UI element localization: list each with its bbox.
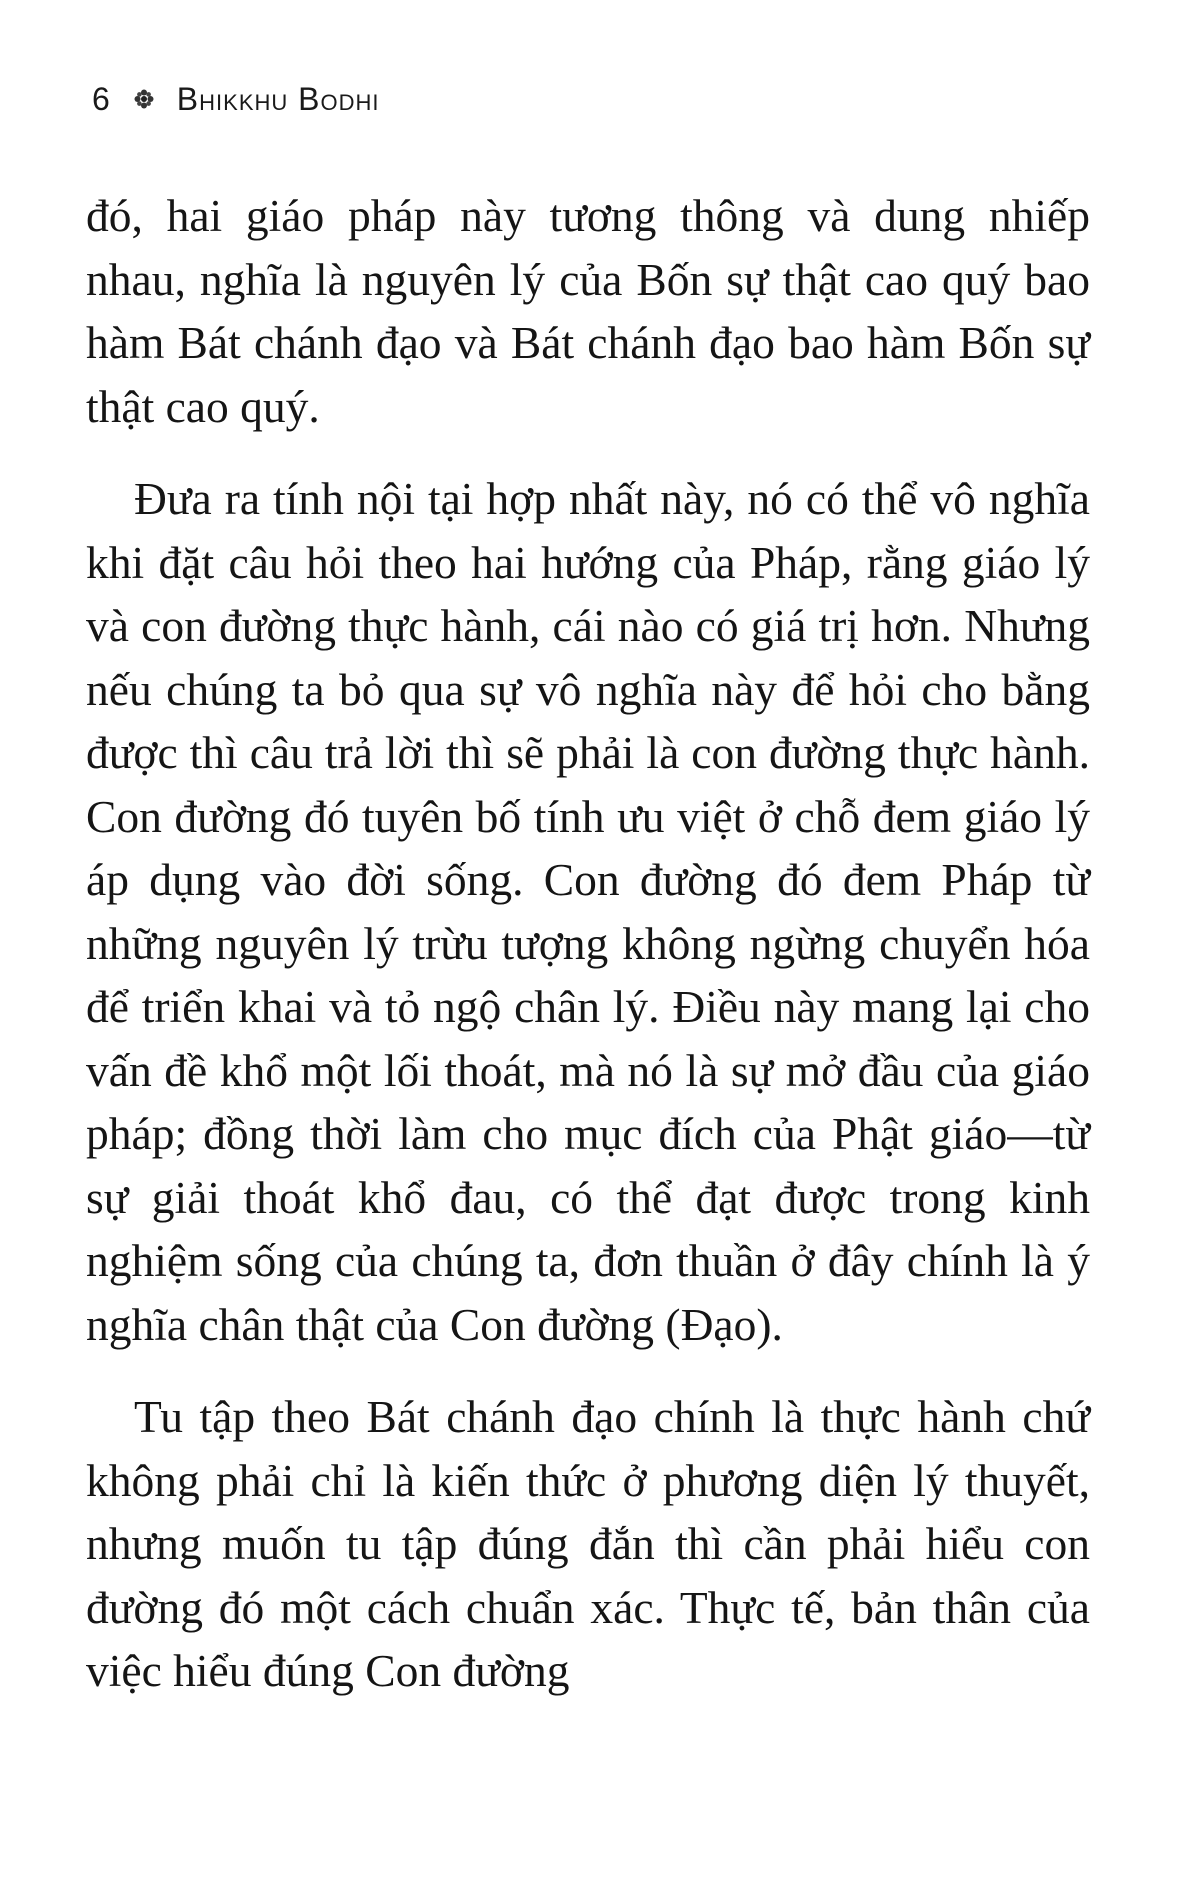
paragraph: Đưa ra tính nội tại hợp nhất này, nó có thể vô nghĩa khi đặt câu hỏi theo hai hướng của Pháp, rằng giáo lý và con đường thực hành, cái nào có giá trị hơn. Nhưng nếu chúng ta bỏ qua sự vô nghĩa này để hỏi cho bằng được thì câu trả lời thì sẽ phải là con đường thực hành. Con đường đó tuyên bố tính ưu việt ở chỗ đem giáo lý áp dụng vào đời sống. Con đường đó đem Pháp từ những nguyên lý trừu tượng không ngừng chuyển hóa để triển khai và tỏ ngộ chân lý. Điều này mang lại cho vấn đề khổ một lối thoát, mà nó là sự mở đầu của giáo pháp; đồng thời làm cho mục đích của Phật giáo—từ sự giải thoát khổ đau, có thể đạt được trong kinh nghiệm sống của chúng ta, đơn thuần ở đây chính là ý nghĩa chân thật của Con đường (Đạo). bbox=[86, 473, 1090, 1350]
flower-ornament-icon bbox=[133, 88, 155, 110]
body-text bbox=[86, 184, 1090, 1732]
page-number: 6 bbox=[92, 80, 111, 117]
running-head bbox=[92, 74, 380, 124]
paragraph-continued: đó, hai giáo pháp này tương thông và dung nhiếp nhau, nghĩa là nguyên lý của Bốn sự thật cao quý bao hàm Bát chánh đạo và Bát chánh đạo bao hàm Bốn sự thật cao quý. bbox=[86, 190, 1090, 432]
running-head-author: Bhikkhu Bodhi bbox=[176, 80, 380, 117]
paragraph: Tu tập theo Bát chánh đạo chính là thực hành chứ không phải chỉ là kiến thức ở phương diện lý thuyết, nhưng muốn tu tập đúng đắn thì cần phải hiểu con đường đó một cách chuẩn xác. Thực tế, bản thân của việc hiểu đúng Con đường bbox=[86, 1391, 1090, 1696]
